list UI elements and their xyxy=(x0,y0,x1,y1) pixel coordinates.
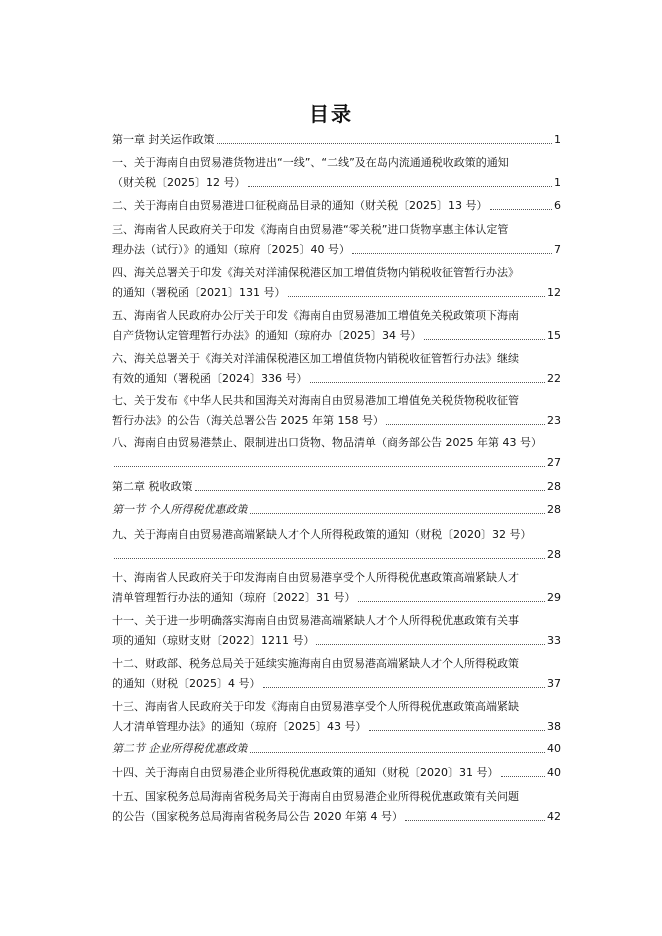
toc-entry-10[interactable] xyxy=(112,570,561,606)
leader-dots xyxy=(288,295,546,297)
toc-entry-text: 一、关于海南自由贸易港货物进出“一线”、“二线”及在岛内流通通税收政策的通知 xyxy=(112,156,509,169)
toc-page-number: 1 xyxy=(554,176,561,189)
toc-page-number: 15 xyxy=(547,329,561,342)
leader-dots xyxy=(424,338,546,340)
toc-page-number: 33 xyxy=(547,634,561,647)
toc-entry-13[interactable] xyxy=(112,699,561,735)
leader-dots xyxy=(195,489,546,491)
toc-entry-text: 十四、关于海南自由贸易港企业所得税优惠政策的通知（财税〔2020〕31 号） xyxy=(112,766,499,779)
toc-entry-text: 七、关于发布《中华人民共和国海关对海南自由贸易港加工增值免关税货物税收征管 xyxy=(112,394,519,407)
toc-entry-3[interactable] xyxy=(112,222,561,258)
leader-dots xyxy=(316,643,545,645)
toc-entry-text: 第一节 个人所得税优惠政策 xyxy=(112,503,248,516)
toc-page-number: 42 xyxy=(547,810,561,823)
page-title: 目录 xyxy=(309,102,353,126)
toc-entry-1[interactable] xyxy=(112,155,561,191)
leader-dots xyxy=(114,557,545,559)
toc-entry-text: 十三、海南省人民政府关于印发《海南自由贸易港享受个人所得税优惠政策高端紧缺 xyxy=(112,700,519,713)
toc-page-number: 1 xyxy=(554,133,561,146)
toc-entry-text-cont: 的通知（署税函〔2021〕131 号） xyxy=(112,286,286,299)
toc-entry-7[interactable] xyxy=(112,393,561,429)
toc-entry-text-cont: 人才清单管理办法》的通知（琼府〔2025〕43 号） xyxy=(112,720,367,733)
toc-entry-text-cont: 的公告（国家税务总局海南省税务局公告 2020 年第 4 号） xyxy=(112,810,403,823)
toc-entry-text: 十二、财政部、税务总局关于延续实施海南自由贸易港高端紧缺人才个人所得税政策 xyxy=(112,657,519,670)
toc-entry-6[interactable] xyxy=(112,351,561,387)
leader-dots xyxy=(405,819,545,821)
toc-entry-text-cont: 的通知（财税〔2025〕4 号） xyxy=(112,677,261,690)
toc-entry-text-cont: 自产货物认定管理暂行办法》的通知（琼府办〔2025〕34 号） xyxy=(112,329,422,342)
toc-entry-text: 第二章 税收政策 xyxy=(112,480,193,493)
toc-entry-15[interactable] xyxy=(112,789,561,825)
toc-page-number: 40 xyxy=(547,742,561,755)
toc-entry-14[interactable] xyxy=(112,765,561,781)
toc-entry-text-cont: 清单管理暂行办法的通知（琼府〔2022〕31 号） xyxy=(112,591,356,604)
leader-dots xyxy=(250,512,546,514)
leader-dots xyxy=(250,751,546,753)
leader-dots xyxy=(263,686,546,688)
toc-entry-text-cont: 理办法（试行）》的通知（琼府〔2025〕40 号） xyxy=(112,243,350,256)
toc-entry-text-cont: 有效的通知（署税函〔2024〕336 号） xyxy=(112,372,308,385)
leader-dots xyxy=(352,252,552,254)
toc-entry-text: 二、关于海南自由贸易港进口征税商品目录的通知（财关税〔2025〕13 号） xyxy=(112,199,488,212)
toc-entry-2[interactable] xyxy=(112,198,561,214)
toc-entry-5[interactable] xyxy=(112,308,561,344)
toc-page-number: 27 xyxy=(547,456,561,469)
toc-page-number: 40 xyxy=(547,766,561,779)
toc-entry-ch1[interactable] xyxy=(112,132,561,148)
leader-dots xyxy=(114,465,545,467)
toc-page-number: 38 xyxy=(547,720,561,733)
toc-entry-text: 十一、关于进一步明确落实海南自由贸易港高端紧缺人才个人所得税优惠政策有关事 xyxy=(112,614,519,627)
leader-dots xyxy=(310,381,546,383)
toc-page-number: 12 xyxy=(547,286,561,299)
toc-entry-text: 第二节 企业所得税优惠政策 xyxy=(112,742,248,755)
toc-entry-4[interactable] xyxy=(112,265,561,301)
leader-dots xyxy=(501,775,546,777)
toc-page-number: 7 xyxy=(554,243,561,256)
toc-page-number: 28 xyxy=(547,503,561,516)
toc-entry-text: 四、海关总署关于印发《海关对洋浦保税港区加工增值货物内销税收征管暂行办法》 xyxy=(112,266,519,279)
toc-page-number: 29 xyxy=(547,591,561,604)
toc-page-number: 23 xyxy=(547,414,561,427)
toc-page-number: 28 xyxy=(547,548,561,561)
toc-entry-text: 九、关于海南自由贸易港高端紧缺人才个人所得税政策的通知（财税〔2020〕32 号） xyxy=(112,528,532,541)
toc-entry-text: 八、海南自由贸易港禁止、限制进出口货物、物品清单（商务部公告 2025 年第 43 号） xyxy=(112,436,542,449)
toc-entry-text-cont: （财关税〔2025〕12 号） xyxy=(112,176,246,189)
toc-page-number: 28 xyxy=(547,480,561,493)
toc-entry-text: 六、海关总署关于《海关对洋浦保税港区加工增值货物内销税收征管暂行办法》继续 xyxy=(112,352,519,365)
leader-dots xyxy=(358,600,546,602)
toc-entry-11[interactable] xyxy=(112,613,561,649)
toc-entry-8[interactable] xyxy=(112,435,561,471)
toc-entry-9[interactable] xyxy=(112,527,561,563)
toc-entry-ch2[interactable] xyxy=(112,479,561,495)
leader-dots xyxy=(248,185,553,187)
toc-entry-text: 第一章 封关运作政策 xyxy=(112,133,215,146)
leader-dots xyxy=(386,423,545,425)
leader-dots xyxy=(369,729,546,731)
toc-page-number: 22 xyxy=(547,372,561,385)
toc-entry-sec1[interactable] xyxy=(112,502,561,518)
toc-page-number: 37 xyxy=(547,677,561,690)
toc-entry-text: 十五、国家税务总局海南省税务局关于海南自由贸易港企业所得税优惠政策有关问题 xyxy=(112,790,519,803)
toc-entry-text-cont: 项的通知（琼财支财〔2022〕1211 号） xyxy=(112,634,315,647)
toc-entry-12[interactable] xyxy=(112,656,561,692)
toc-entry-text: 三、海南省人民政府关于印发《海南自由贸易港“零关税”进口货物享惠主体认定管 xyxy=(112,223,509,236)
toc-page-number: 6 xyxy=(554,199,561,212)
toc-entry-text-cont: 暂行办法》的公告（海关总署公告 2025 年第 158 号） xyxy=(112,414,384,427)
leader-dots xyxy=(217,142,553,144)
leader-dots xyxy=(490,208,553,210)
toc-entry-sec2[interactable] xyxy=(112,741,561,757)
toc-entry-text: 五、海南省人民政府办公厅关于印发《海南自由贸易港加工增值免关税政策项下海南 xyxy=(112,309,519,322)
toc-entry-text: 十、海南省人民政府关于印发海南自由贸易港享受个人所得税优惠政策高端紧缺人才 xyxy=(112,571,519,584)
